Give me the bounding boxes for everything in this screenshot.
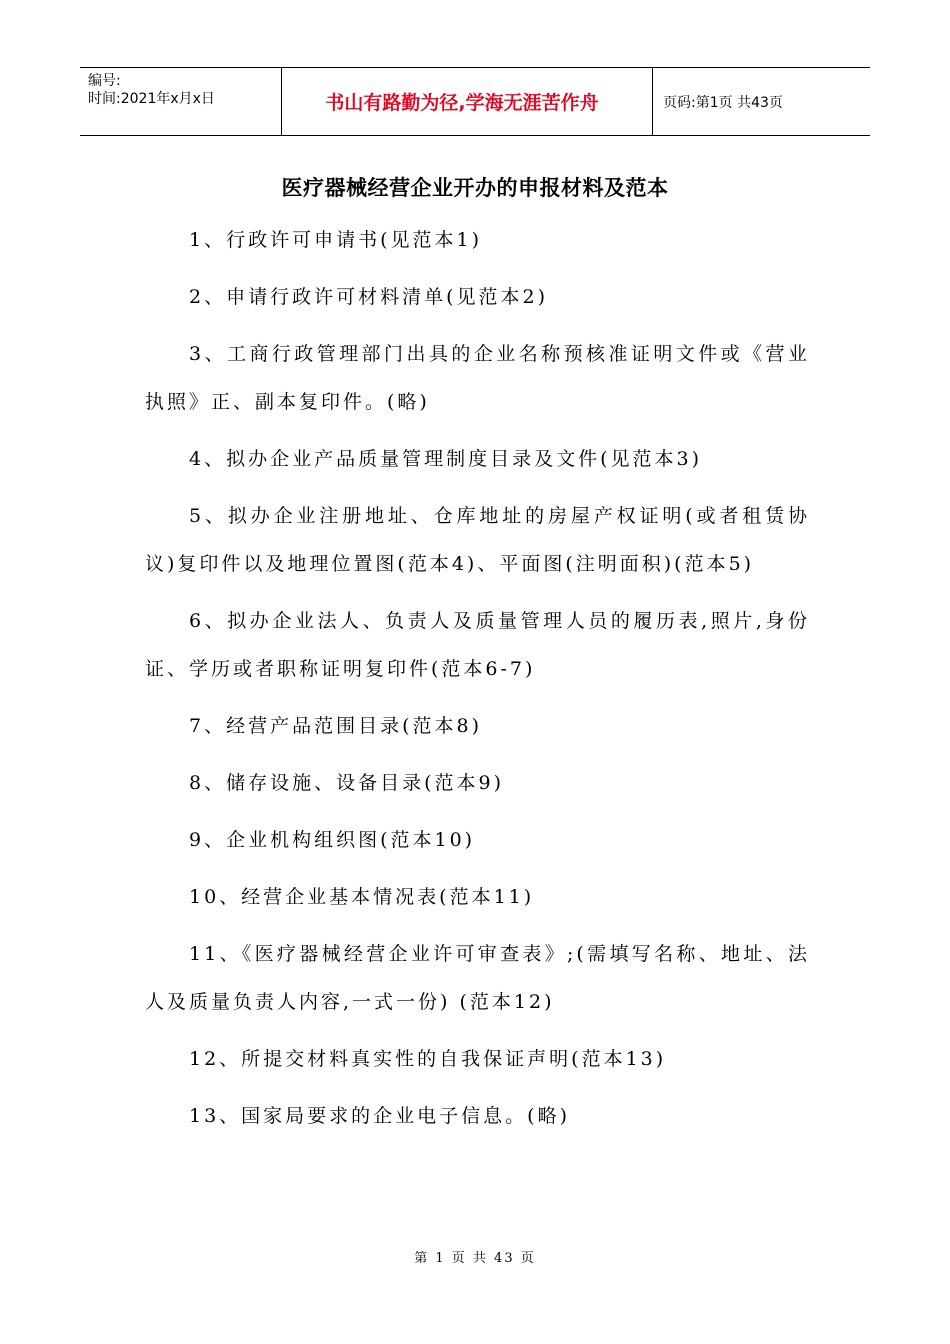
list-item: 9、企业机构组织图(范本10) xyxy=(189,829,476,851)
serial-label: 编号: xyxy=(88,73,121,89)
list-item: 12、所提交材料真实性的自我保证声明(范本13) xyxy=(189,1048,667,1070)
list-item: 3、工商行政管理部门出具的企业名称预核准证明文件或《营业执照》正、副本复印件。(略) xyxy=(145,343,810,413)
materials-list xyxy=(145,216,810,1149)
motto-cell xyxy=(282,68,653,135)
list-item: 13、国家局要求的企业电子信息。(略) xyxy=(189,1105,571,1127)
list-item: 6、拟办企业法人、负责人及质量管理人员的履历表,照片,身份证、学历或者职称证明复印件(范本6-7) xyxy=(145,610,810,680)
document-title: 医疗器械经营企业开办的申报材料及范本 xyxy=(281,176,669,200)
list-item: 1、行政许可申请书(见范本1) xyxy=(189,229,483,251)
header-page-info: 页码:第1页 共43页 xyxy=(663,94,783,111)
list-item: 11、《医疗器械经营企业许可审查表》;(需填写名称、地址、法人及质量负责人内容,一式一份) (范本12) xyxy=(145,943,810,1013)
date-label: 时间:2021年x月x日 xyxy=(88,91,215,107)
list-item: 7、经营产品范围目录(范本8) xyxy=(189,715,483,737)
list-item: 4、拟办企业产品质量管理制度目录及文件(见范本3) xyxy=(189,448,703,470)
list-item: 2、申请行政许可材料清单(见范本2) xyxy=(189,286,549,308)
motto-text: 书山有路勤为径,学海无涯苦作舟 xyxy=(325,92,599,114)
page-footer: 第 1 页 共 43 页 xyxy=(414,1251,536,1266)
page-info-cell xyxy=(653,68,870,135)
list-item: 8、储存设施、设备目录(范本9) xyxy=(189,772,505,794)
page-header xyxy=(80,67,870,136)
list-item: 5、拟办企业注册地址、仓库地址的房屋产权证明(或者租赁协议)复印件以及地理位置图(范本4)、平面图(注明面积)(范本5) xyxy=(145,505,810,575)
header-meta-cell xyxy=(80,68,282,135)
list-item: 10、经营企业基本情况表(范本11) xyxy=(189,886,535,908)
